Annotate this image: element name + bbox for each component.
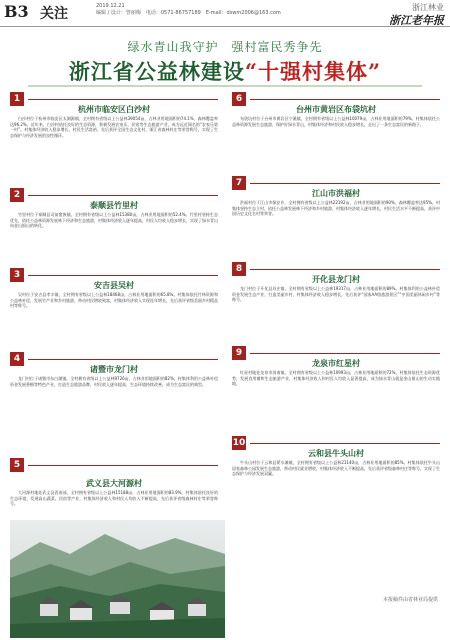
issue-date: 2019.12.21	[96, 3, 125, 9]
article-heading: 江山市洪福村	[312, 189, 360, 198]
article-heading: 台州市黄岩区布袋坑村	[296, 105, 376, 114]
article-divider	[250, 183, 440, 184]
article-heading: 武义县大河源村	[86, 479, 142, 488]
article-number: 9	[232, 346, 246, 360]
article-body: 大河源村地处武义县西南部，全村拥有省级以上公益林15188亩，占林业用地面积的83.9%。村集体依托良好的生态环境，发展高山蔬菜、民宿等产业，村集体经济收入和村民人均收入不断提高，先后获评省级森林村庄等荣誉称号。	[10, 490, 218, 507]
page-title	[0, 56, 450, 86]
article-body: 洪福村位于江山市保安乡，全村拥有省级以上公益林22192亩，占林业用地面积的90%，森林覆盖率达95%。村集体坚持生态立村，依托公益林发展林下经济和乡村旅游，村集体经济收入逐年增长，村民生活水平不断提高，获评中国历史文化名村等荣誉。	[232, 200, 440, 217]
article-body: 牛头山村位于云和县紧水滩镇，全村拥有省级以上公益林21140亩，占林业用地面积的85%。村集体依托牛头山国家森林公园发展生态旅游，带动村民就业增收，村集体经济收入不断提高，先后获评省级森林村庄等称号，实现了生态保护与经济发展双赢。	[232, 460, 440, 477]
section-name: 关注	[40, 6, 68, 22]
article-2	[10, 188, 218, 262]
article-number: 4	[10, 352, 24, 366]
article-number: 2	[10, 188, 24, 202]
article-number: 6	[232, 92, 246, 106]
article-divider	[28, 99, 218, 100]
article-divider	[28, 275, 218, 276]
paper-logo: 浙江老年报	[389, 14, 444, 27]
article-number: 8	[232, 262, 246, 276]
title-emphasis: “十强村集体”	[244, 59, 382, 84]
article-number: 10	[232, 438, 246, 448]
article-heading: 泰顺县竹里村	[90, 201, 138, 210]
article-number: 1	[10, 92, 24, 106]
article-9	[232, 346, 440, 434]
page-header	[0, 0, 450, 27]
article-divider	[28, 195, 218, 196]
article-heading: 杭州市临安区白沙村	[78, 105, 150, 114]
article-number: 5	[10, 458, 24, 472]
article-4	[10, 352, 218, 456]
article-body: 龙门村位于开化县苏庄镇，全村拥有省级以上公益林19317亩，占林业用地面积的89%。村集体利用公益林补偿资金发展生态产业，打造美丽乡村，村集体经济收入稳步增长，先后获评“国家AA级旅游景区”“中国美丽休闲乡村”等称号。	[232, 286, 440, 303]
article-body: 吴村位于安吉县孝丰镇，全村拥有省级以上公益林18468亩，占林业用地面积的65.8%。村集体依托竹林资源和公益林补偿，发展竹产业和乡村旅游，带动村民增收致富，村集体经济收入实现连年增长，先后获评省级美丽乡村精品村等称号。	[10, 292, 218, 309]
article-body: 红星村地处龙泉市屏南镇，全村拥有省级以上公益林10993亩，占林业用地面积的72%。村集体依托生态资源优势，发展食用菌和生态旅游产业，村集体经济收入和村民人均收入显著提高，成为绿水青山就是金山银山的生动实践地。	[232, 370, 440, 387]
article-divider	[250, 99, 440, 100]
title-rule	[28, 85, 422, 87]
article-5	[10, 458, 218, 518]
article-10	[232, 436, 440, 622]
article-6	[232, 92, 440, 172]
article-divider	[250, 269, 440, 270]
article-heading: 龙泉市红星村	[312, 359, 360, 368]
article-divider	[28, 465, 218, 466]
article-body: 龙门村位于诸暨市东白湖镇，全村拥有省级以上公益林9726亩，占林业用地面积的82%。村集体利用公益林补偿资金发展香榧等特色产业，打造生态旅游品牌，村民收入逐年提高，生态环境持续改善，成为生态富民的典型。	[10, 376, 218, 387]
editor-contact: 编辑 / 设计：曾丽梅 电话：0571-86757189 E-mail：dswm2006@163.com	[96, 10, 281, 16]
title-main: 浙江省公益林建设	[68, 59, 245, 84]
article-3	[10, 268, 218, 348]
credit-line: 本报稿件由省林业局提供	[382, 597, 438, 603]
article-heading: 云和县牛头山村	[308, 449, 364, 458]
article-heading: 安吉县吴村	[94, 281, 134, 290]
page-number: B3	[4, 2, 29, 21]
article-divider	[28, 359, 218, 360]
article-1	[10, 92, 218, 184]
page-subtitle: 绿水青山我守护 强村富民秀争先	[127, 40, 323, 54]
article-number: 3	[10, 268, 24, 282]
article-body: 白沙村位于杭州市临安区太湖源镇，全村拥有省级以上公益林39054亩，占林业用地面积的74.1%，森林覆盖率达96.2%。近年来，白沙村依托良好的生态资源，积极发展农家乐、民宿等生态旅游产业，成为远近闻名的“农家乐第一村”。村集体经济收入稳步增长，村民生活富裕，先后获评全国生态文化村、浙江省森林村庄等荣誉称号，实现了生态保护与经济发展的良性循环。	[10, 116, 218, 138]
article-divider	[250, 443, 440, 444]
village-landscape-photo	[10, 520, 225, 638]
article-divider	[250, 353, 440, 354]
article-body: 竹里村位于泰顺县司前畲族镇，全村拥有省级以上公益林15380亩，占林业用地面积的52.4%。竹里村坚持生态优先，依托公益林资源发展林下经济和生态旅游，村集体经济收入逐年提高，村民人均收入稳步增长，实现了绿水青山向金山银山的转化。	[10, 212, 218, 229]
article-8	[232, 262, 440, 344]
header-meta	[96, 3, 281, 17]
section-right-label: 浙江林业	[412, 3, 444, 12]
article-number: 7	[232, 176, 246, 190]
article-body: 布袋坑村位于台州市黄岩区宁溪镇，全村拥有省级以上公益林10079亩，占林业用地面积的79%。村集体依托公益林资源发展生态旅游，保护好绿水青山，村集体经济和村民收入稳步增长，走出了一条生态富民的新路子。	[232, 116, 440, 127]
article-heading: 诸暨市龙门村	[90, 365, 138, 374]
article-heading: 开化县龙门村	[312, 275, 360, 284]
article-7	[232, 176, 440, 256]
